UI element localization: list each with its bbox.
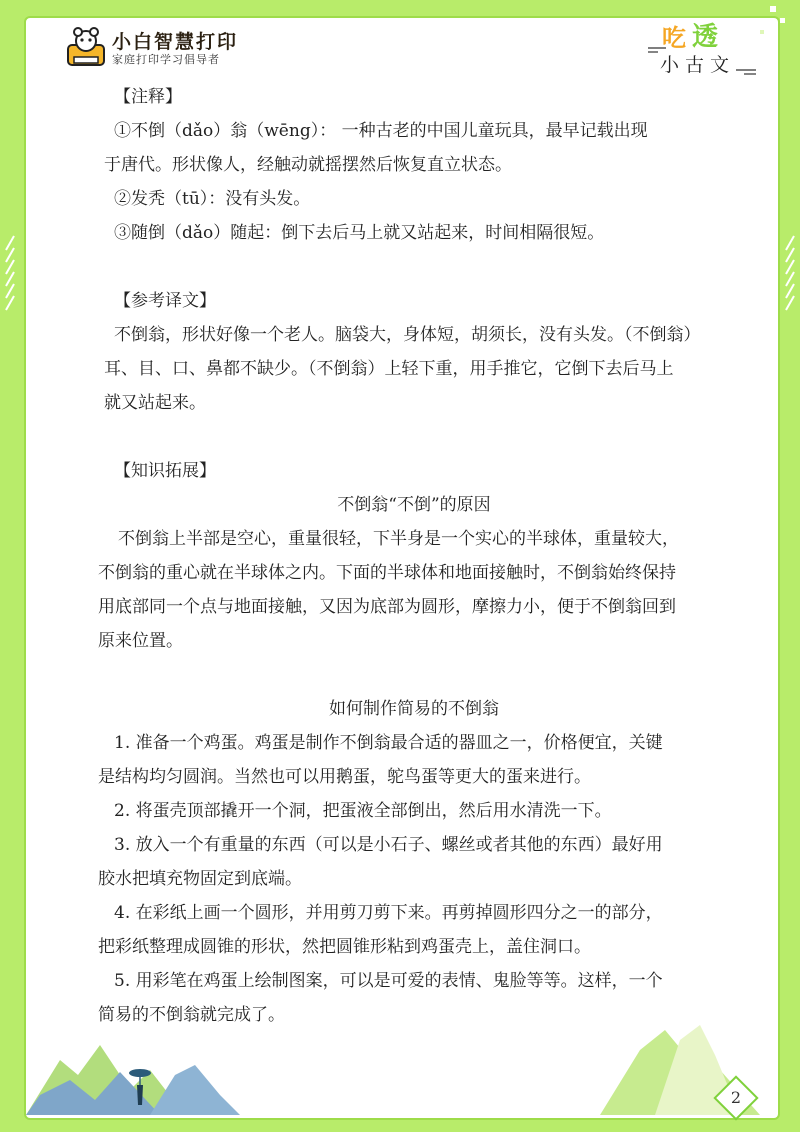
- brand-char-eat: 吃: [662, 24, 686, 52]
- step-line: 是结构均匀圆润。当然也可以用鹅蛋，鸵鸟蛋等更大的蛋来进行。: [98, 767, 591, 787]
- right-stripes-decoration: [786, 236, 794, 310]
- extension-heading: 【知识拓展】: [114, 461, 216, 481]
- translation-line: 就又站起来。: [104, 393, 206, 413]
- step-line: 简易的不倒翁就完成了。: [98, 1005, 285, 1025]
- step-line: 5. 用彩笔在鸡蛋上绘制图案，可以是可爱的表情、鬼脸等等。这样，一个: [114, 971, 663, 991]
- brand-subtitle: 小古文: [660, 54, 736, 76]
- step-line: 把彩纸整理成圆锥的形状，然把圆锥形粘到鸡蛋壳上，盖住洞口。: [98, 937, 591, 957]
- corner-squares-decoration: [760, 6, 785, 34]
- document-body: [98, 80, 724, 1032]
- note-line: 于唐代。形状像人，经触动就摇摆然后恢复直立状态。: [104, 155, 512, 175]
- logo-subtitle: 家庭打印学习倡导者: [112, 52, 220, 66]
- step-line: 胶水把填充物固定到底端。: [98, 869, 302, 889]
- step-line: 1. 准备一个鸡蛋。鸡蛋是制作不倒翁最合适的器皿之一，价格便宜，关键: [114, 733, 663, 753]
- reason-line: 不倒翁的重心就在半球体之内。下面的半球体和地面接触时，不倒翁始终保持: [98, 563, 676, 583]
- translation-heading: 【参考译文】: [114, 291, 216, 311]
- note-line: ①不倒（dǎo）翁（wēng）： 一种古老的中国儿童玩具，最早记载出现: [114, 121, 648, 141]
- section-title-howto: 如何制作简易的不倒翁: [329, 699, 499, 719]
- note-line: ②发秃（tū）：没有头发。: [114, 189, 311, 209]
- step-line: 2. 将蛋壳顶部撬开一个洞，把蛋液全部倒出，然后用水清洗一下。: [114, 801, 612, 821]
- page-number: 2: [730, 1088, 742, 1107]
- translation-line: 不倒翁，形状好像一个老人。脑袋大，身体短，胡须长，没有头发。（不倒翁）: [114, 325, 701, 345]
- brand-logo: [66, 27, 238, 69]
- reason-line: 用底部同一个点与地面接触，又因为底部为圆形，摩擦力小，便于不倒翁回到: [98, 597, 676, 617]
- step-line: 3. 放入一个有重量的东西（可以是小石子、螺丝或者其他的东西）最好用: [114, 835, 663, 855]
- step-line: 4. 在彩纸上画一个圆形，并用剪刀剪下来。再剪掉圆形四分之一的部分，: [114, 903, 663, 923]
- section-title-reason: 不倒翁“不倒”的原因: [337, 495, 491, 515]
- reason-line: 原来位置。: [98, 631, 183, 651]
- translation-line: 耳、目、口、鼻都不缺少。（不倒翁）上轻下重，用手推它，它倒下去后马上: [104, 359, 674, 379]
- reason-line: 不倒翁上半部是空心，重量很轻，下半身是一个实心的半球体，重量较大，: [118, 529, 679, 549]
- series-brand: [648, 14, 758, 76]
- left-stripes-decoration: [6, 236, 14, 310]
- logo-title: 小白智慧打印: [112, 30, 239, 53]
- notes-heading: 【注释】: [114, 87, 182, 107]
- note-line: ③随倒（dǎo）随起：倒下去后马上就又站起来，时间相隔很短。: [114, 223, 605, 243]
- printer-bear-icon: [66, 27, 106, 69]
- brand-char-through: 透: [692, 22, 719, 52]
